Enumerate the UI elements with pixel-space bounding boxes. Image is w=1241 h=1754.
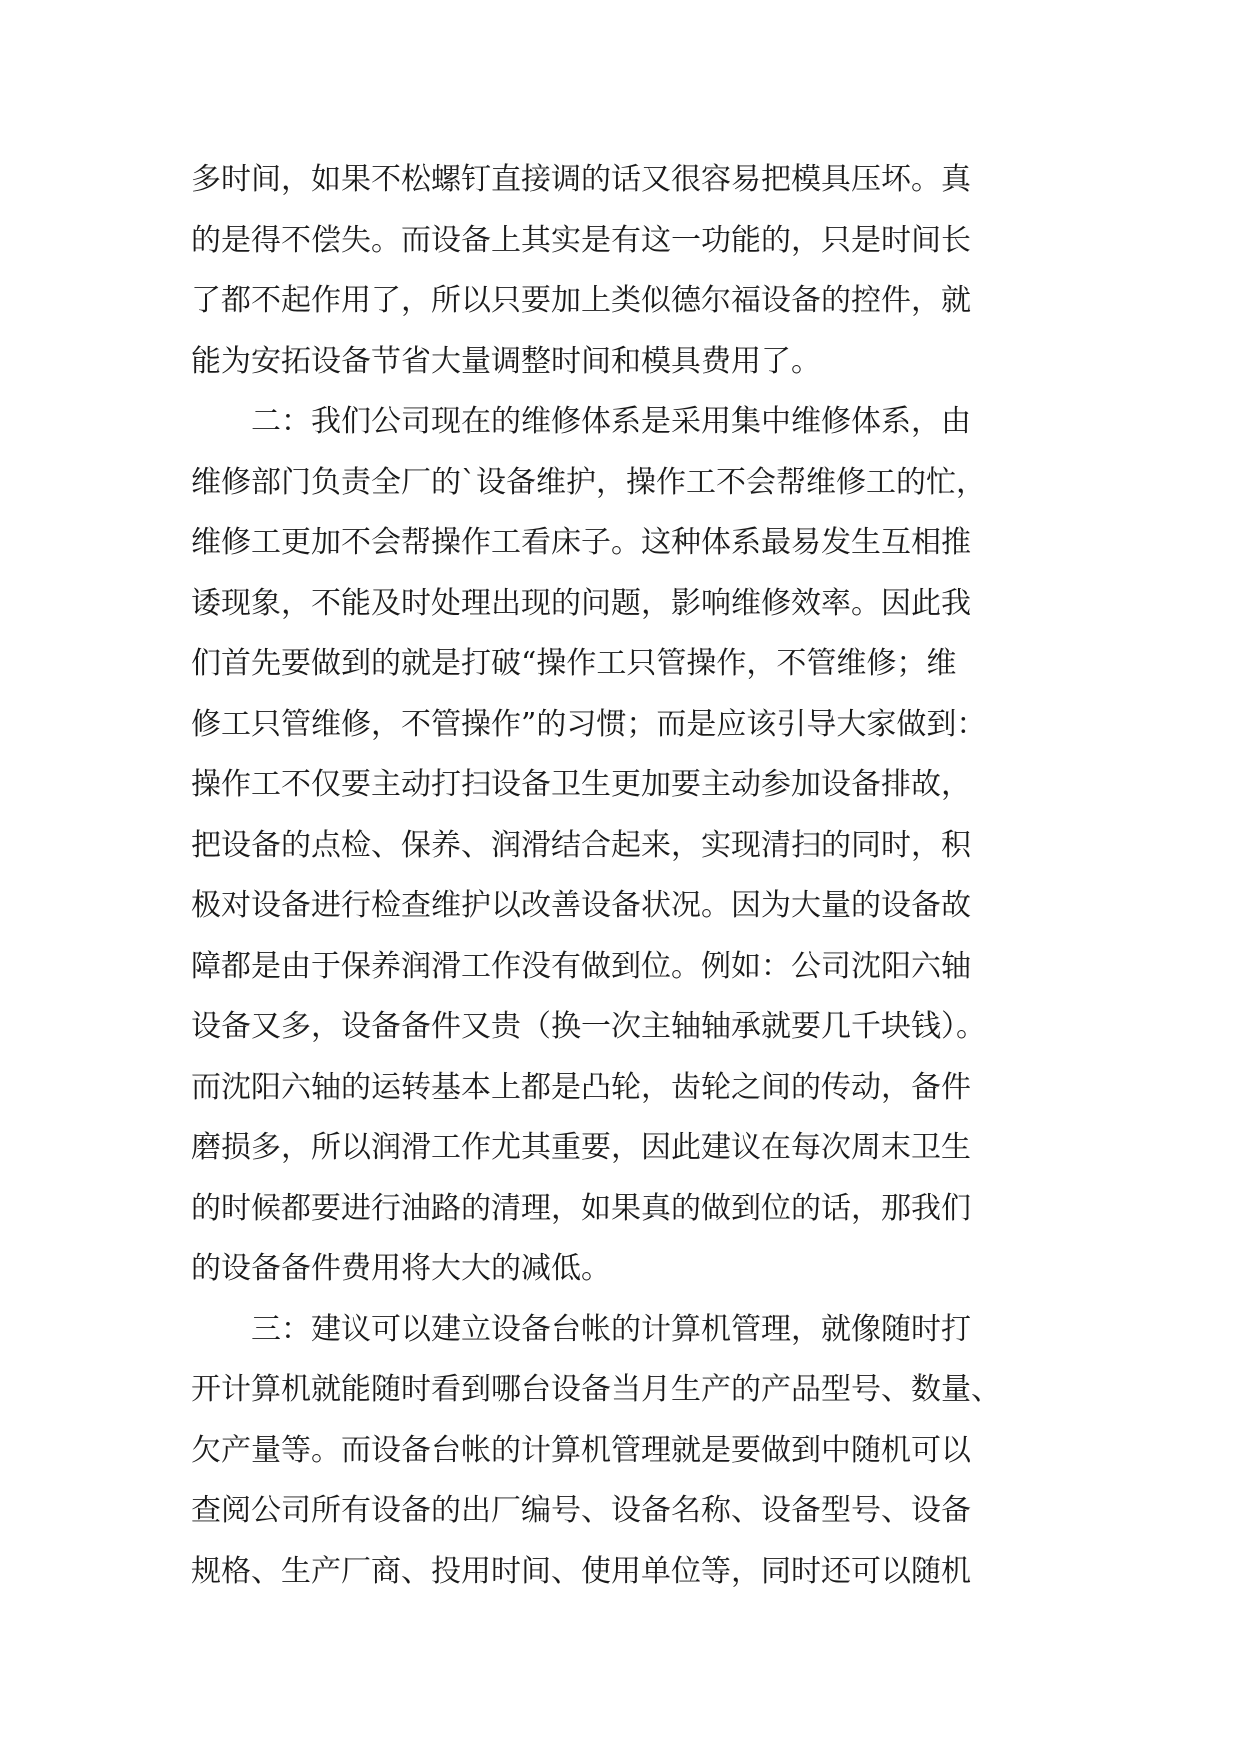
text-line: 的时候都要进行油路的清理，如果真的做到位的话，那我们 bbox=[191, 1190, 971, 1226]
text-line: 诿现象，不能及时处理出现的问题，影响维修效率。因此我 bbox=[191, 585, 971, 621]
text-line: 的设备备件费用将大大的减低。 bbox=[191, 1251, 611, 1286]
text-line: 把设备的点检、保养、润滑结合起来，实现清扫的同时，积 bbox=[191, 827, 971, 863]
text-line: 极对设备进行检查维护以改善设备状况。因为大量的设备故 bbox=[191, 888, 971, 923]
text-line: 了都不起作用了，所以只要加上类似德尔福设备的控件，就 bbox=[191, 283, 971, 318]
text-line: 而沈阳六轴的运转基本上都是凸轮，齿轮之间的传动，备件 bbox=[191, 1069, 971, 1105]
document-body bbox=[191, 150, 1051, 1602]
text-line: 操作工不仅要主动打扫设备卫生更加要主动参加设备排故， bbox=[191, 767, 971, 802]
text-line: 欠产量等。而设备台帐的计算机管理就是要做到中随机可以 bbox=[191, 1432, 971, 1468]
text-line: 障都是由于保养润滑工作没有做到位。例如：公司沈阳六轴 bbox=[191, 948, 971, 984]
text-line: 查阅公司所有设备的出厂编号、设备名称、设备型号、设备 bbox=[191, 1493, 971, 1528]
text-line: 的是得不偿失。而设备上其实是有这一功能的，只是时间长 bbox=[191, 222, 971, 258]
text-line: 维修部门负责全厂的`设备维护，操作工不会帮维修工的忙， bbox=[191, 464, 986, 500]
text-line: 们首先要做到的就是打破“操作工只管操作，不管维修；维 bbox=[191, 646, 957, 681]
text-line: 修工只管维修，不管操作”的习惯；而是应该引导大家做到： bbox=[191, 706, 987, 742]
text-line: 设备又多，设备备件又贵（换一次主轴轴承就要几千块钱）。 bbox=[191, 1009, 986, 1044]
text-line: 磨损多，所以润滑工作尤其重要，因此建议在每次周末卫生 bbox=[191, 1130, 971, 1165]
text-line: 维修工更加不会帮操作工看床子。这种体系最易发生互相推 bbox=[191, 525, 971, 560]
text-line: 开计算机就能随时看到哪台设备当月生产的产品型号、数量、 bbox=[191, 1372, 1001, 1407]
text-line: 能为安拓设备节省大量调整时间和模具费用了。 bbox=[191, 343, 821, 379]
paragraph-two-first-line: 二：我们公司现在的维修体系是采用集中维修体系，由 bbox=[191, 404, 971, 439]
paragraph-three-first-line: 三：建议可以建立设备台帐的计算机管理，就像随时打 bbox=[191, 1311, 971, 1347]
text-line: 多时间，如果不松螺钉直接调的话又很容易把模具压坏。真 bbox=[191, 162, 971, 197]
text-line: 规格、生产厂商、投用时间、使用单位等，同时还可以随机 bbox=[191, 1553, 971, 1589]
